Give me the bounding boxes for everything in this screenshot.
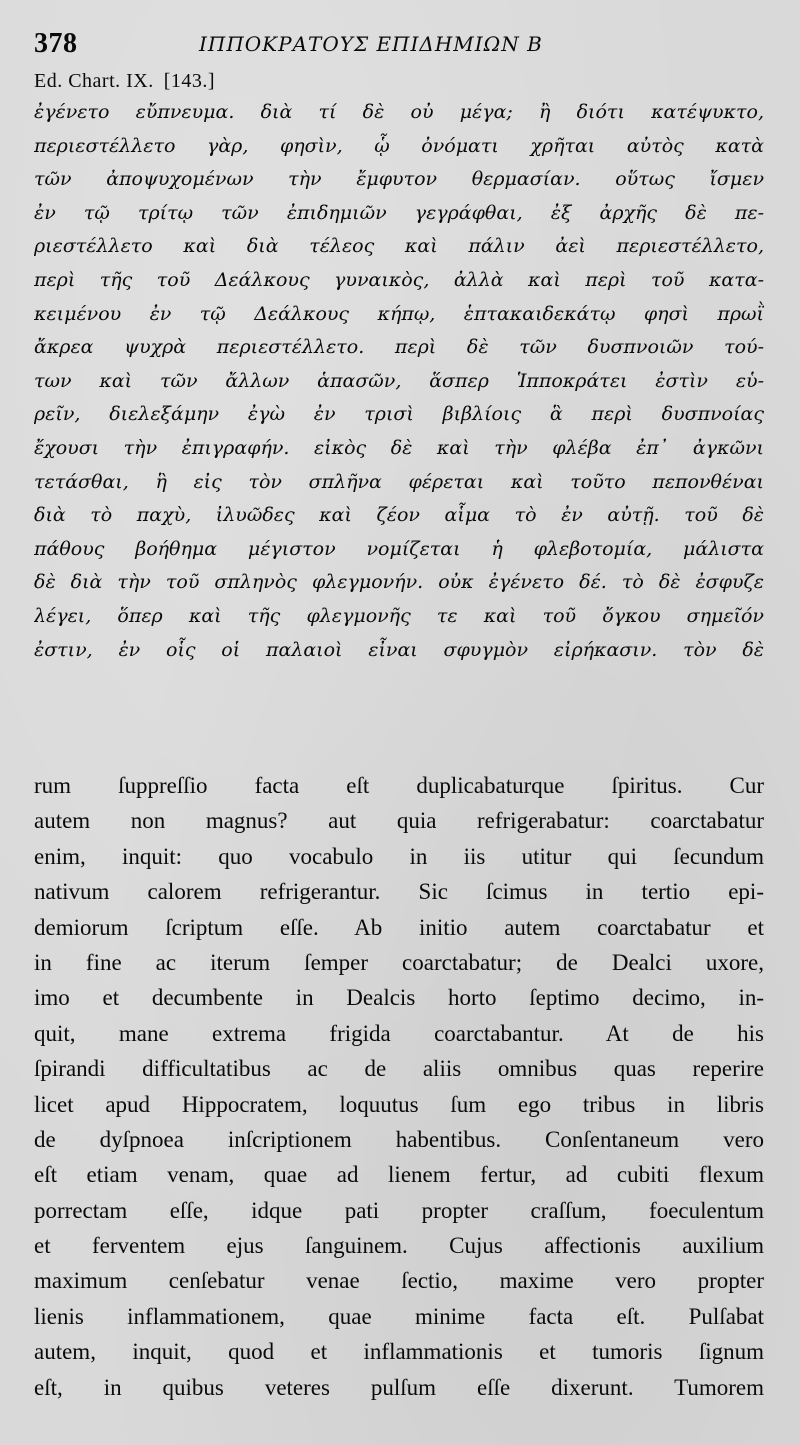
greek-line: ριεστέλλετο καὶ διὰ τέλεος καὶ πάλιν ἀεὶ περιεστέλλετο,	[34, 235, 764, 258]
latin-text-block	[34, 768, 764, 1405]
greek-line: διὰ τὸ παχὺ, ἰλυῶδες καὶ ζέον αἷμα τὸ ἐν αὐτῇ. τοῦ δὲ	[34, 504, 764, 527]
latin-line: in fine ac iterum ſemper coarctabatur; de Dealci uxore,	[34, 949, 764, 975]
latin-line: porrectam eſſe, idque pati propter craſſum, foeculentum	[34, 1197, 764, 1223]
latin-line: autem non magnus? aut quia refrigerabatur: coarctabatur	[34, 808, 764, 834]
latin-line: licet apud Hippocratem, loquutus ſum ego tribus in libris	[34, 1091, 764, 1117]
latin-line: rum ſuppreſſio facta eſt duplicabaturque ſpiritus. Cur	[34, 773, 764, 798]
latin-line: et ferventem ejus ſanguinem. Cujus affectionis auxilium	[34, 1233, 764, 1259]
latin-line: lienis inflammationem, quae minime facta eſt. Pulſabat	[34, 1303, 764, 1329]
greek-line: ἐν τῷ τρίτῳ τῶν ἐπιδημιῶν γεγράφθαι, ἐξ ἀρχῆς δὲ πε-	[34, 201, 764, 224]
page-header	[34, 28, 764, 68]
latin-line: eſt, in quibus veteres pulſum eſſe dixerunt. Tumorem	[34, 1374, 764, 1400]
greek-line: των καὶ τῶν ἄλλων ἁπασῶν, ἅσπερ Ἱπποκράτει ἐστὶν εὑ-	[34, 369, 764, 392]
latin-line: imo et decumbente in Dealcis horto ſeptimo decimo, in-	[34, 985, 764, 1011]
latin-line: nativum calorem refrigerantur. Sic ſcimus in tertio epi-	[34, 879, 764, 905]
page-number: 378	[34, 28, 78, 59]
running-title: ΙΠΠΟΚΡΑΤΟΥΣ ΕΠΙΔΗΜΙΩΝ Β	[199, 32, 543, 56]
greek-line: τῶν ἀποψυχομένων τὴν ἔμφυτον θερμασίαν. οὕτως ἴσμεν	[34, 168, 764, 191]
latin-line: ſpirandi difficultatibus ac de aliis omnibus quas reperire	[34, 1056, 764, 1082]
greek-line: τετάσθαι, ἣ εἰς τὸν σπλῆνα φέρεται καὶ τοῦτο πεπονθέναι	[34, 470, 764, 493]
greek-line: δὲ διὰ τὴν τοῦ σπληνὸς φλεγμονήν. οὐκ ἐγένετο δέ. τὸ δὲ ἐσφυζε	[34, 571, 764, 594]
greek-line: ἐστιν, ἐν οἷς οἱ παλαιοὶ εἶναι σφυγμὸν εἰρήκασιν. τὸν δὲ	[34, 638, 764, 661]
greek-line: ἄκρεα ψυχρὰ περιεστέλλετο. περὶ δὲ τῶν δυσπνοιῶν τού-	[34, 336, 764, 359]
latin-line: enim, inquit: quo vocabulo in iis utitur qui ſecundum	[34, 843, 764, 869]
greek-line: πάθους βοήθημα μέγιστον νομίζεται ἡ φλεβοτομία, μάλιστα	[34, 537, 764, 560]
latin-line: eſt etiam venam, quae ad lienem fertur, ad cubiti flexum	[34, 1162, 764, 1188]
latin-line: demiorum ſcriptum eſſe. Ab initio autem coarctabatur et	[34, 914, 764, 940]
greek-line: κειμένου ἐν τῷ Δεάλκους κήπῳ, ἑπτακαιδεκάτῳ φησὶ πρωῒ	[34, 302, 764, 325]
greek-line: περὶ τῆς τοῦ Δεάλκους γυναικὸς, ἀλλὰ καὶ περὶ τοῦ κατα-	[34, 268, 764, 291]
latin-line: de dyſpnoea inſcriptionem habentibus. Conſentaneum vero	[34, 1126, 764, 1152]
greek-line: ρεῖν, διελεξάμην ἐγὼ ἐν τρισὶ βιβλίοις ἃ περὶ δυσπνοίας	[34, 403, 764, 426]
greek-text-block	[34, 96, 764, 667]
greek-line: περιεστέλλετο γὰρ, φησὶν, ᾧ ὀνόματι χρῆται αὐτὸς κατὰ	[34, 134, 764, 157]
edition-label: Ed. Chart. IX.	[34, 70, 154, 92]
greek-line: ἔχουσι τὴν ἐπιγραφήν. εἰκὸς δὲ καὶ τὴν φλέβα ἐπ᾽ ἀγκῶνι	[34, 436, 764, 459]
edition-page-ref: [143.]	[163, 70, 216, 92]
greek-line: ἐγένετο εὔπνευμα. διὰ τί δὲ οὐ μέγα; ἢ διότι κατέψυκτο,	[34, 101, 764, 123]
latin-line: maximum cenſebatur venae ſectio, maxime vero propter	[34, 1268, 764, 1294]
greek-line: λέγει, ὅπερ καὶ τῆς φλεγμονῆς τε καὶ τοῦ ὄγκου σημεῖόν	[34, 604, 764, 627]
edition-reference	[34, 70, 215, 93]
latin-line: autem, inquit, quod et inflammationis et tumoris ſignum	[34, 1339, 764, 1365]
latin-line: quit, mane extrema frigida coarctabantur. At de his	[34, 1020, 764, 1046]
